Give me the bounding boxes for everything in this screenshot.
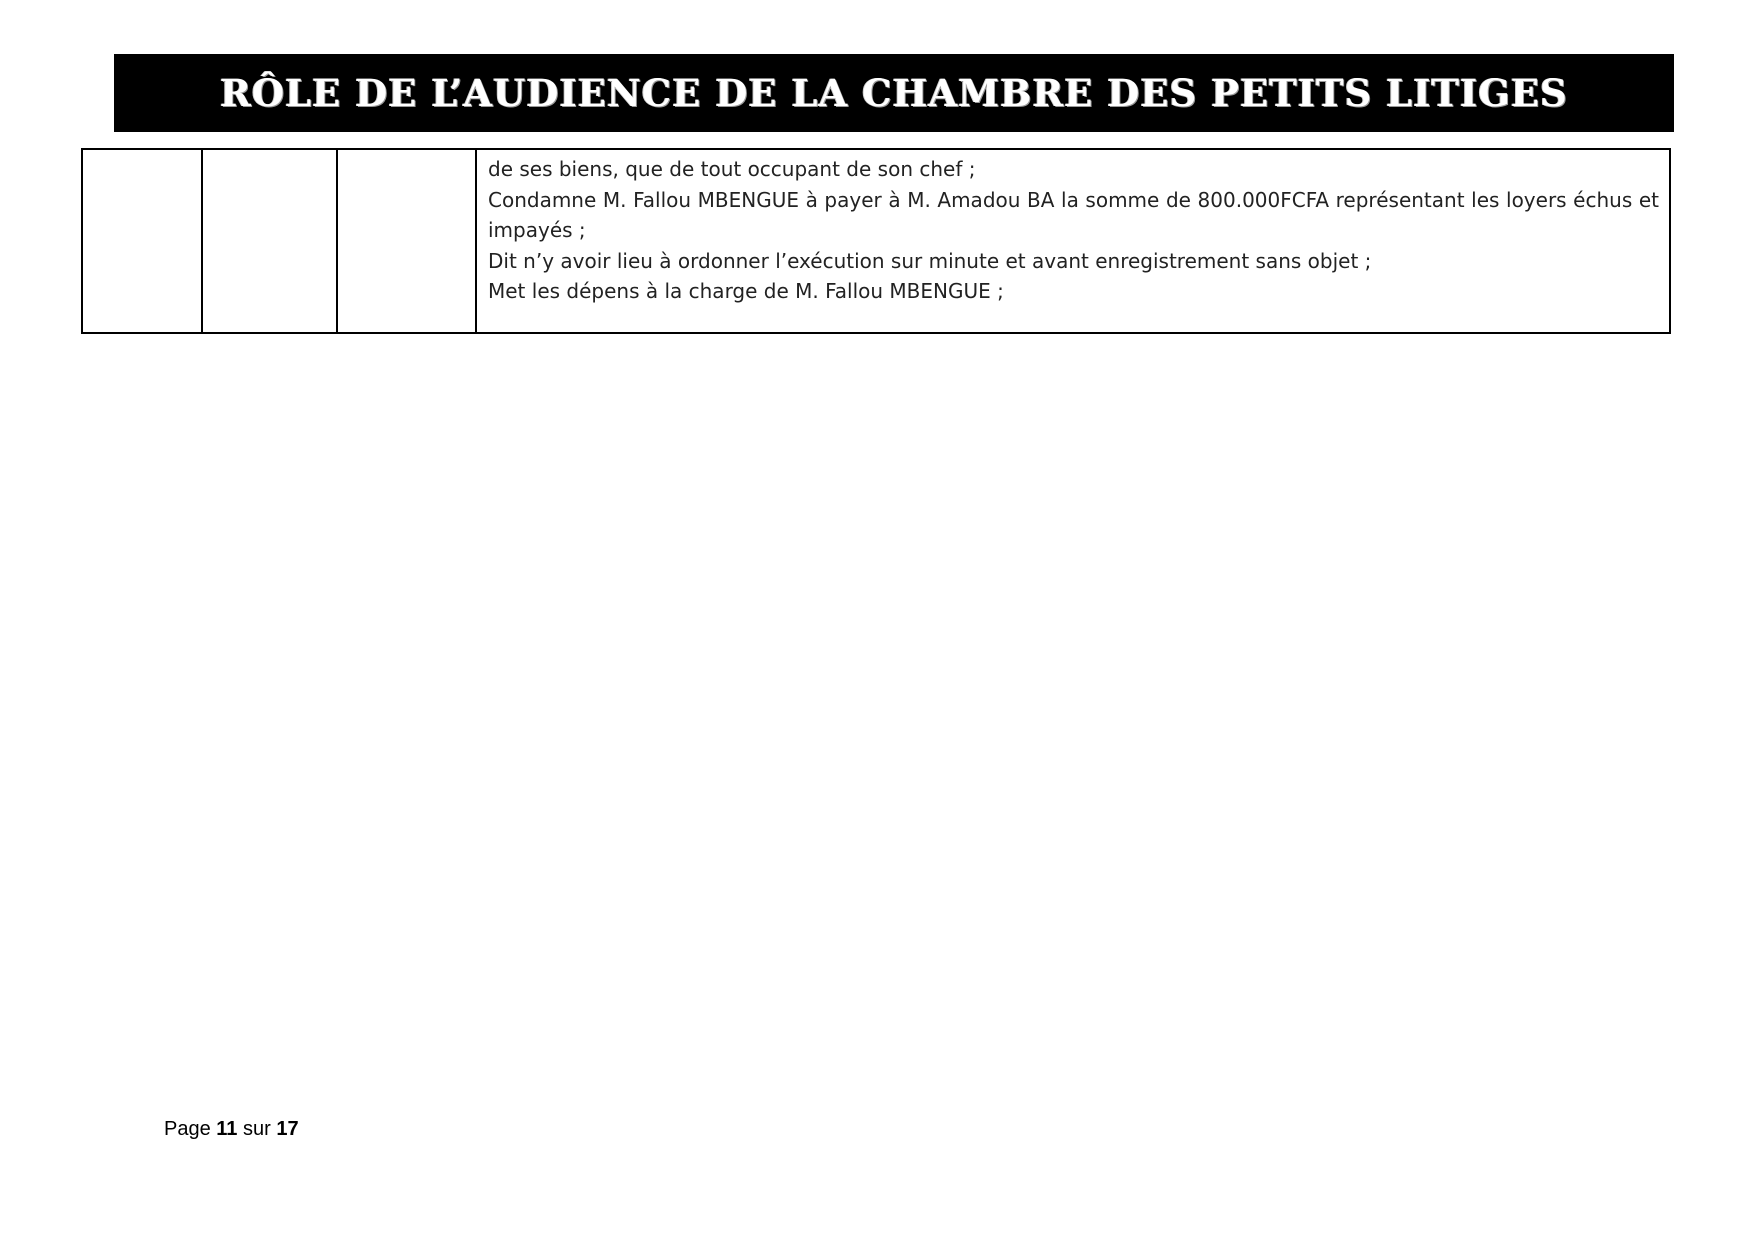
table-cell-2 (202, 149, 337, 333)
table-cell-3 (337, 149, 476, 333)
decision-line: Dit n’y avoir lieu à ordonner l’exécution sur minute et avant enregistrement sans objet ; (488, 248, 1372, 273)
table-cell-1 (82, 149, 202, 333)
page-total: 17 (276, 1118, 299, 1140)
decision-cell (476, 149, 1670, 333)
decision-line: Met les dépens à la charge de M. Fallou MBENGUE ; (488, 279, 1004, 303)
page-current: 11 (216, 1118, 238, 1140)
decision-line: Condamne M. Fallou MBENGUE à payer à M. Amadou BA la somme de 800.000FCFA représentant les loyers échus et impayés ; (488, 187, 1659, 242)
title-banner (114, 54, 1674, 132)
of-word: sur (243, 1118, 271, 1140)
decision-line: de ses biens, que de tout occupant de son chef ; (488, 157, 976, 181)
page-footer (164, 1118, 299, 1141)
page-word: Page (164, 1118, 211, 1140)
roll-table (81, 148, 1671, 334)
table-row (82, 149, 1670, 333)
page-title: RÔLE DE L’AUDIENCE DE LA CHAMBRE DES PETITS LITIGES (220, 71, 1568, 115)
